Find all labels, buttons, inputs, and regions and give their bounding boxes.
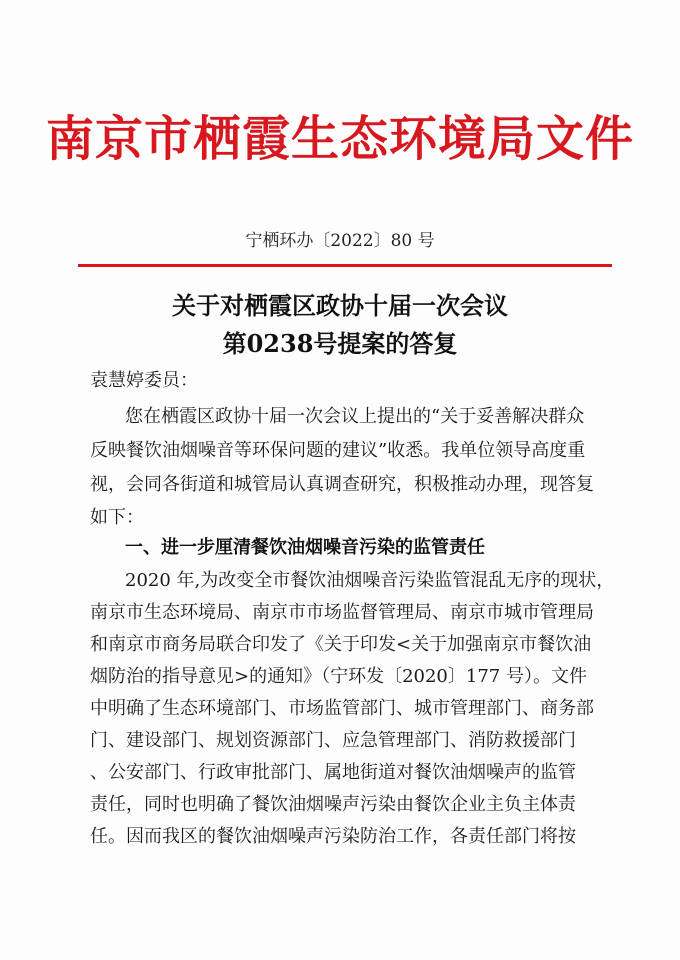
body-line: 任。因而我区的餐饮油烟噪声污染防治工作，各责任部门将按	[90, 826, 576, 847]
body-line: 责任，同时也明确了餐饮油烟噪声污染由餐饮企业主负主体责	[90, 794, 576, 815]
section-heading: 一、进一步厘清餐饮油烟噪音污染的监管责任	[125, 537, 485, 558]
reply-title-line-1: 关于对栖霞区政协十届一次会议	[172, 291, 508, 320]
intro-line: 视，会同各街道和城管局认真调查研究，积极推动办理，现答复	[90, 474, 594, 495]
document-header-title: 南京市栖霞生态环境局文件	[45, 111, 634, 167]
intro-line: 您在栖霞区政协十届一次会议上提出的“关于妥善解决群众	[125, 406, 585, 427]
red-divider-line	[78, 264, 612, 267]
salutation: 袁慧婷委员：	[90, 370, 198, 391]
document-number: 宁栖环办〔2022〕80 号	[245, 231, 435, 251]
intro-line: 如下：	[90, 507, 144, 528]
body-line: 门、建设部门、规划资源部门、应急管理部门、消防救援部门	[90, 730, 576, 751]
body-line: 和南京市商务局联合印发了《关于印发<关于加强南京市餐饮油	[90, 634, 592, 655]
body-line: 南京市生态环境局、南京市市场监督管理局、南京市城市管理局	[90, 602, 594, 623]
body-line: 烟防治的指导意见>的通知》（宁环发〔2020〕177 号）。文件	[90, 666, 587, 687]
body-line: 2020 年,为改变全市餐饮油烟噪音污染监管混乱无序的现状，	[125, 570, 615, 591]
reply-title-line-2: 第0238号提案的答复	[222, 329, 458, 358]
body-line: 中明确了生态环境部门、市场监管部门、城市管理部门、商务部	[90, 698, 594, 719]
intro-line: 反映餐饮油烟噪音等环保问题的建议”收悉。我单位领导高度重	[90, 440, 586, 461]
body-line: 、公安部门、行政审批部门、属地街道对餐饮油烟噪声的监管	[90, 762, 576, 783]
